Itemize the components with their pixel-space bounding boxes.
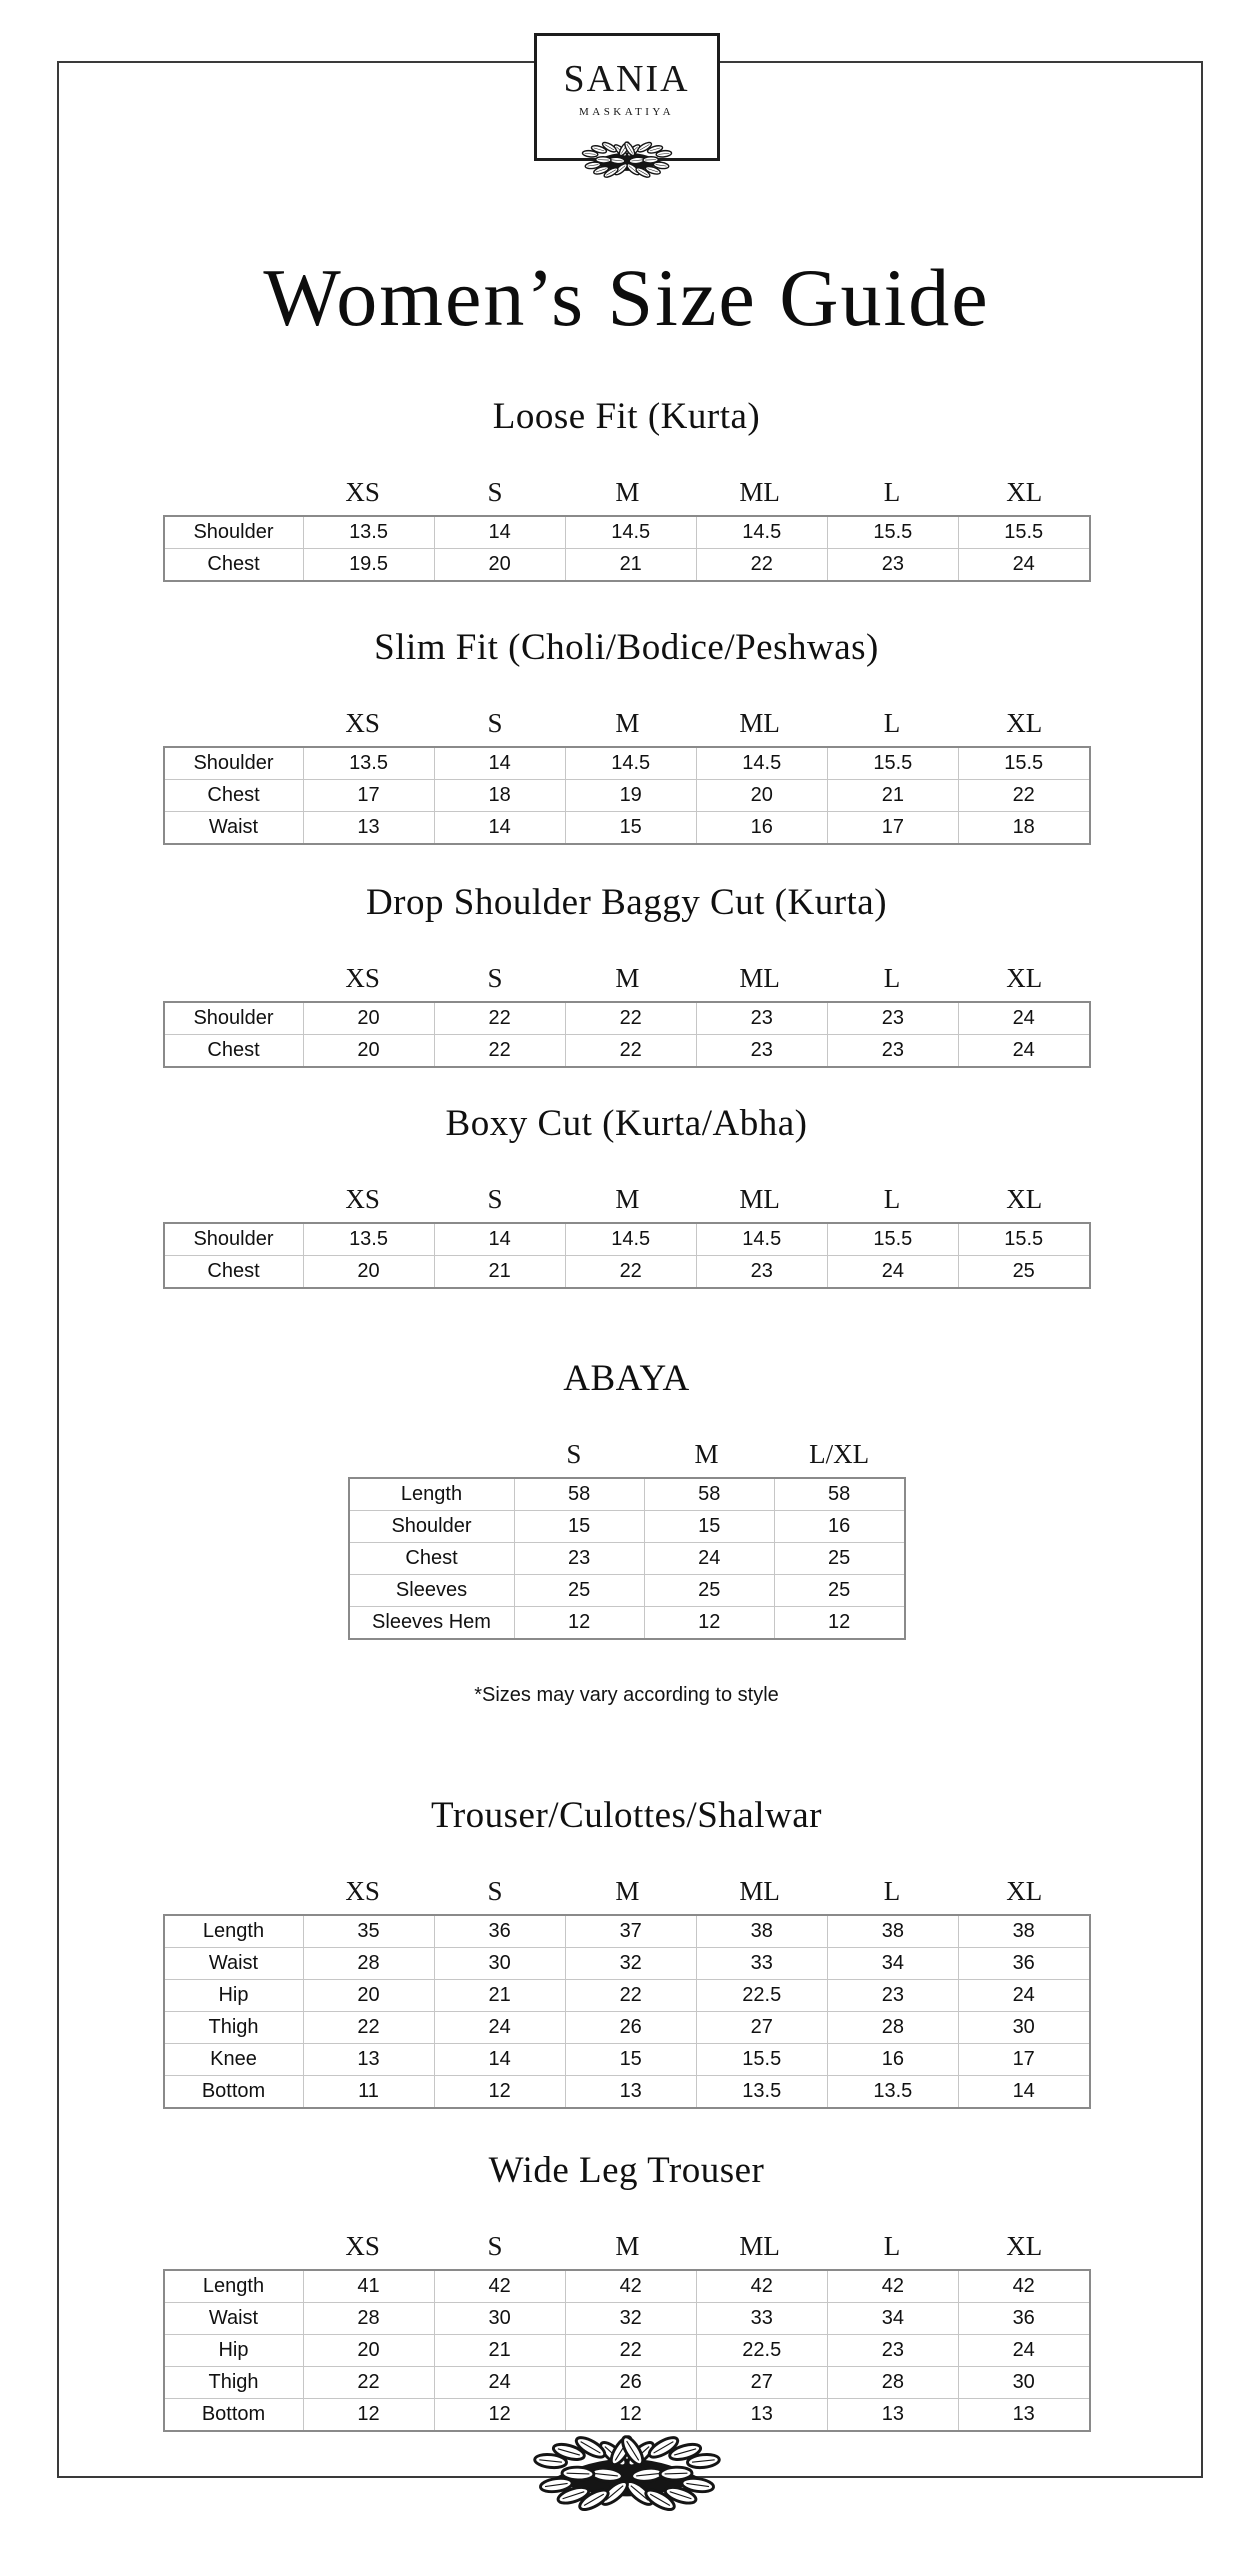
size-value: 13: [827, 2399, 958, 2432]
section-title: Drop Shoulder Baggy Cut (Kurta): [365, 882, 888, 924]
size-table: [163, 1868, 1091, 2109]
size-value: 24: [827, 1256, 958, 1289]
size-value: 28: [303, 1948, 434, 1980]
size-column-header: XS: [345, 1184, 380, 1215]
row-label: Hip: [164, 2335, 304, 2367]
row-label: Knee: [164, 2044, 304, 2076]
size-table: [163, 2223, 1091, 2432]
row-label: Chest: [164, 549, 304, 582]
size-value: 58: [514, 1478, 644, 1511]
size-value: 37: [565, 1915, 696, 1948]
size-value: 28: [827, 2012, 958, 2044]
size-value: 22: [958, 780, 1089, 812]
size-value: 34: [827, 1948, 958, 1980]
row-label: Shoulder: [349, 1511, 515, 1543]
page-title: Women’s Size Guide: [263, 252, 990, 343]
size-value: 22: [565, 1035, 696, 1068]
size-value: 22: [303, 2012, 434, 2044]
size-value: 15: [565, 812, 696, 845]
table-row: [164, 2012, 1090, 2044]
size-value: 20: [434, 549, 565, 582]
size-value: 30: [958, 2367, 1089, 2399]
size-column-header: XS: [345, 963, 380, 994]
size-value: 24: [434, 2367, 565, 2399]
size-value: 30: [434, 2303, 565, 2335]
size-value: 13.5: [303, 516, 434, 549]
size-value: 24: [434, 2012, 565, 2044]
size-column-header: S: [487, 2231, 503, 2262]
size-table-grid: [163, 2269, 1091, 2432]
size-value: 12: [644, 1607, 774, 1640]
size-value: 41: [303, 2270, 434, 2303]
table-row: [164, 1948, 1090, 1980]
size-table-grid: [163, 515, 1091, 582]
size-value: 15: [514, 1511, 644, 1543]
size-value: 22: [565, 1002, 696, 1035]
size-value: 30: [434, 1948, 565, 1980]
size-value: 25: [644, 1575, 774, 1607]
size-value: 27: [696, 2012, 827, 2044]
size-column-header: XS: [345, 2231, 380, 2262]
table-row: [164, 2335, 1090, 2367]
size-table: [163, 700, 1091, 845]
size-value: 23: [827, 1035, 958, 1068]
size-section: [0, 395, 1253, 582]
table-row: [164, 1256, 1090, 1289]
size-value: 38: [696, 1915, 827, 1948]
table-row: [164, 516, 1090, 549]
size-value: 23: [696, 1002, 827, 1035]
size-value: 42: [958, 2270, 1089, 2303]
size-column-header: XL: [1006, 477, 1043, 508]
size-value: 20: [303, 1980, 434, 2012]
size-value: 15.5: [958, 747, 1089, 780]
size-table-grid: [348, 1477, 906, 1640]
size-columns-row: [163, 700, 1091, 746]
table-row: [164, 1035, 1090, 1068]
size-value: 21: [434, 2335, 565, 2367]
size-value: 16: [696, 812, 827, 845]
size-columns-row: [163, 1868, 1091, 1914]
size-column-header: XL: [1006, 1876, 1043, 1907]
row-label: Length: [349, 1478, 515, 1511]
size-value: 21: [565, 549, 696, 582]
size-value: 32: [565, 2303, 696, 2335]
size-value: 22.5: [696, 2335, 827, 2367]
row-label: Thigh: [164, 2367, 304, 2399]
size-value: 36: [958, 1948, 1089, 1980]
size-column-header: XL: [1006, 708, 1043, 739]
table-row: [349, 1575, 905, 1607]
row-label: Sleeves Hem: [349, 1607, 515, 1640]
row-label: Length: [164, 2270, 304, 2303]
size-value: 13.5: [303, 747, 434, 780]
size-value: 35: [303, 1915, 434, 1948]
size-value: 19.5: [303, 549, 434, 582]
size-value: 23: [827, 549, 958, 582]
section-title: Wide Leg Trouser: [488, 2150, 765, 2192]
size-value: 58: [774, 1478, 904, 1511]
size-value: 26: [565, 2012, 696, 2044]
size-value: 22: [303, 2367, 434, 2399]
size-column-header: S: [487, 708, 503, 739]
size-column-header: L: [883, 963, 901, 994]
size-value: 15: [565, 2044, 696, 2076]
size-column-header: XL: [1006, 963, 1043, 994]
size-section: [0, 626, 1253, 845]
size-column-header: M: [615, 1184, 640, 1215]
size-value: 14: [434, 516, 565, 549]
size-value: 18: [434, 780, 565, 812]
size-table-grid: [163, 1001, 1091, 1068]
size-column-header: ML: [739, 477, 780, 508]
size-value: 36: [958, 2303, 1089, 2335]
size-value: 24: [958, 1980, 1089, 2012]
brand-tagline: MASKATIYA: [578, 106, 675, 118]
table-row: [164, 2076, 1090, 2109]
size-column-header: XS: [345, 477, 380, 508]
size-column-header: ML: [739, 1876, 780, 1907]
row-label: Bottom: [164, 2399, 304, 2432]
size-columns-row: [163, 955, 1091, 1001]
size-value: 38: [958, 1915, 1089, 1948]
size-value: 24: [644, 1543, 774, 1575]
size-column-header: L: [883, 477, 901, 508]
size-value: 17: [827, 812, 958, 845]
size-value: 14.5: [565, 1223, 696, 1256]
size-column-header: M: [615, 963, 640, 994]
section-title: Slim Fit (Choli/Bodice/Peshwas): [374, 627, 879, 669]
size-section: [0, 1357, 1253, 1640]
laurel-icon: [501, 2420, 753, 2534]
size-value: 27: [696, 2367, 827, 2399]
row-label: Waist: [164, 2303, 304, 2335]
size-value: 14.5: [565, 516, 696, 549]
size-value: 58: [644, 1478, 774, 1511]
size-value: 12: [514, 1607, 644, 1640]
size-value: 21: [827, 780, 958, 812]
size-value: 25: [774, 1575, 904, 1607]
size-value: 18: [958, 812, 1089, 845]
size-table: [163, 955, 1091, 1068]
size-value: 15.5: [958, 1223, 1089, 1256]
size-value: 21: [434, 1980, 565, 2012]
size-value: 15.5: [827, 1223, 958, 1256]
size-value: 22: [565, 1256, 696, 1289]
size-value: 25: [958, 1256, 1089, 1289]
laurel-icon: [566, 134, 688, 189]
size-value: 42: [827, 2270, 958, 2303]
size-column-header: M: [615, 1876, 640, 1907]
size-column-header: S: [487, 963, 503, 994]
table-row: [164, 747, 1090, 780]
size-value: 22: [565, 2335, 696, 2367]
size-value: 28: [827, 2367, 958, 2399]
size-value: 13: [565, 2076, 696, 2109]
size-value: 24: [958, 549, 1089, 582]
size-columns-row: [163, 2223, 1091, 2269]
size-value: 22.5: [696, 1980, 827, 2012]
table-row: [164, 2303, 1090, 2335]
size-columns-row: [163, 469, 1091, 515]
size-value: 13: [696, 2399, 827, 2432]
size-value: 14: [958, 2076, 1089, 2109]
size-value: 21: [434, 1256, 565, 1289]
size-value: 15.5: [958, 516, 1089, 549]
size-column-header: L: [883, 2231, 901, 2262]
size-value: 23: [696, 1256, 827, 1289]
size-column-header: S: [566, 1439, 582, 1470]
size-value: 42: [434, 2270, 565, 2303]
size-value: 13: [958, 2399, 1089, 2432]
section-title: Loose Fit (Kurta): [492, 396, 761, 438]
size-value: 23: [696, 1035, 827, 1068]
table-row: [349, 1607, 905, 1640]
size-value: 16: [774, 1511, 904, 1543]
table-row: [164, 2367, 1090, 2399]
section-title: Boxy Cut (Kurta/Abha): [445, 1103, 808, 1145]
size-value: 20: [303, 1002, 434, 1035]
size-column-header: L: [883, 1876, 901, 1907]
size-column-header: XS: [345, 1876, 380, 1907]
size-column-header: M: [694, 1439, 719, 1470]
size-column-header: M: [615, 477, 640, 508]
row-label: Sleeves: [349, 1575, 515, 1607]
size-value: 26: [565, 2367, 696, 2399]
size-value: 25: [514, 1575, 644, 1607]
size-column-header: L: [883, 708, 901, 739]
size-value: 20: [696, 780, 827, 812]
size-column-header: ML: [739, 963, 780, 994]
size-value: 25: [774, 1543, 904, 1575]
size-value: 15.5: [827, 516, 958, 549]
size-table-grid: [163, 746, 1091, 845]
size-value: 15.5: [696, 2044, 827, 2076]
size-value: 36: [434, 1915, 565, 1948]
size-columns-row: [163, 1176, 1091, 1222]
size-value: 12: [434, 2399, 565, 2432]
row-label: Waist: [164, 1948, 304, 1980]
size-value: 32: [565, 1948, 696, 1980]
size-value: 24: [958, 1035, 1089, 1068]
table-row: [164, 549, 1090, 582]
table-row: [164, 1980, 1090, 2012]
size-column-header: L: [883, 1184, 901, 1215]
size-value: 23: [827, 1980, 958, 2012]
size-column-header: S: [487, 477, 503, 508]
size-value: 30: [958, 2012, 1089, 2044]
size-value: 23: [827, 2335, 958, 2367]
size-column-header: S: [487, 1876, 503, 1907]
size-value: 20: [303, 1035, 434, 1068]
size-table: [348, 1431, 906, 1640]
size-value: 13: [303, 812, 434, 845]
table-row: [349, 1543, 905, 1575]
size-value: 42: [565, 2270, 696, 2303]
row-label: Bottom: [164, 2076, 304, 2109]
table-row: [164, 2044, 1090, 2076]
size-value: 14: [434, 1223, 565, 1256]
size-value: 33: [696, 2303, 827, 2335]
size-value: 13.5: [696, 2076, 827, 2109]
row-label: Thigh: [164, 2012, 304, 2044]
size-table: [163, 1176, 1091, 1289]
size-value: 22: [434, 1035, 565, 1068]
size-table-grid: [163, 1914, 1091, 2109]
size-value: 19: [565, 780, 696, 812]
size-value: 13.5: [303, 1223, 434, 1256]
size-value: 12: [774, 1607, 904, 1640]
row-label: Chest: [164, 1035, 304, 1068]
row-label: Chest: [164, 1256, 304, 1289]
row-label: Shoulder: [164, 1223, 304, 1256]
size-value: 16: [827, 2044, 958, 2076]
size-table-grid: [163, 1222, 1091, 1289]
row-label: Length: [164, 1915, 304, 1948]
size-value: 22: [565, 1980, 696, 2012]
table-row: [349, 1478, 905, 1511]
size-value: 14.5: [696, 1223, 827, 1256]
size-value: 34: [827, 2303, 958, 2335]
table-row: [164, 1915, 1090, 1948]
size-value: 12: [565, 2399, 696, 2432]
size-value: 17: [303, 780, 434, 812]
size-value: 14.5: [696, 516, 827, 549]
size-value: 28: [303, 2303, 434, 2335]
row-label: Waist: [164, 812, 304, 845]
size-section: [0, 1794, 1253, 2109]
size-column-header: XL: [1006, 1184, 1043, 1215]
size-value: 20: [303, 2335, 434, 2367]
size-value: 14.5: [696, 747, 827, 780]
size-columns-row: [348, 1431, 906, 1477]
size-value: 14.5: [565, 747, 696, 780]
size-column-header: M: [615, 2231, 640, 2262]
table-row: [164, 812, 1090, 845]
size-column-header: XL: [1006, 2231, 1043, 2262]
size-section: [0, 2149, 1253, 2432]
size-value: 12: [303, 2399, 434, 2432]
size-column-header: ML: [739, 2231, 780, 2262]
size-table: [163, 469, 1091, 582]
table-row: [164, 1223, 1090, 1256]
size-value: 22: [434, 1002, 565, 1035]
row-label: Hip: [164, 1980, 304, 2012]
size-column-header: M: [615, 708, 640, 739]
size-column-header: ML: [739, 708, 780, 739]
section-title: Trouser/Culottes/Shalwar: [431, 1795, 822, 1837]
size-section: [0, 881, 1253, 1068]
size-value: 15.5: [827, 747, 958, 780]
size-value: 15: [644, 1511, 774, 1543]
size-value: 42: [696, 2270, 827, 2303]
size-value: 24: [958, 2335, 1089, 2367]
row-label: Shoulder: [164, 1002, 304, 1035]
table-row: [164, 2270, 1090, 2303]
size-value: 12: [434, 2076, 565, 2109]
size-value: 38: [827, 1915, 958, 1948]
size-value: 33: [696, 1948, 827, 1980]
row-label: Chest: [349, 1543, 515, 1575]
size-section: [0, 1102, 1253, 1289]
size-value: 13.5: [827, 2076, 958, 2109]
size-value: 23: [827, 1002, 958, 1035]
size-value: 14: [434, 2044, 565, 2076]
row-label: Chest: [164, 780, 304, 812]
size-column-header: S: [487, 1184, 503, 1215]
size-column-header: XS: [345, 708, 380, 739]
size-value: 14: [434, 747, 565, 780]
section-title: ABAYA: [563, 1358, 690, 1400]
size-value: 17: [958, 2044, 1089, 2076]
size-value: 22: [696, 549, 827, 582]
size-value: 24: [958, 1002, 1089, 1035]
size-value: 11: [303, 2076, 434, 2109]
brand-name: SANIA: [563, 58, 690, 100]
size-column-header: L/XL: [809, 1439, 870, 1470]
size-note: *Sizes may vary according to style: [474, 1684, 779, 1707]
row-label: Shoulder: [164, 516, 304, 549]
row-label: Shoulder: [164, 747, 304, 780]
table-row: [349, 1511, 905, 1543]
size-value: 20: [303, 1256, 434, 1289]
table-row: [164, 1002, 1090, 1035]
size-value: 13: [303, 2044, 434, 2076]
size-value: 14: [434, 812, 565, 845]
size-value: 23: [514, 1543, 644, 1575]
table-row: [164, 780, 1090, 812]
size-column-header: ML: [739, 1184, 780, 1215]
